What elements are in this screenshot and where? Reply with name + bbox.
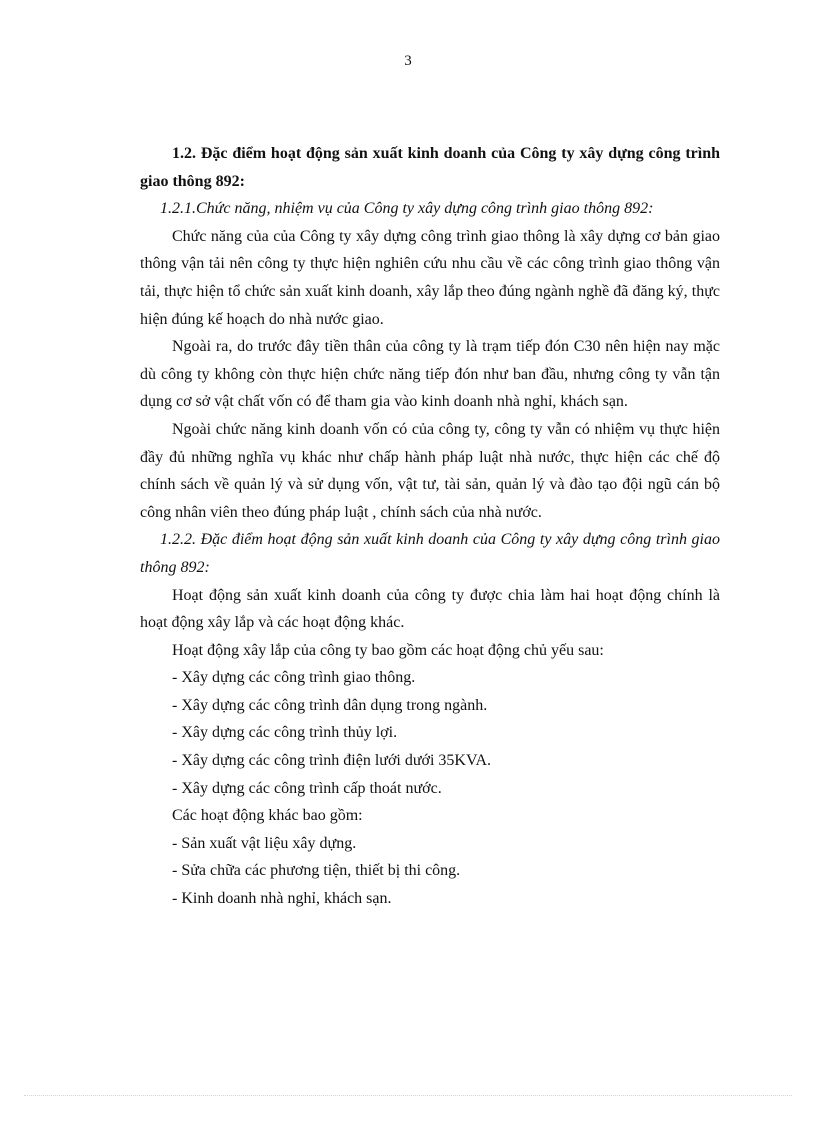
section-heading-1-2: 1.2. Đặc điểm hoạt động sản xuất kinh doanh của Công ty xây dựng công trình giao thông 892: [140, 145, 720, 190]
list-item: - Kinh doanh nhà nghỉ, khách sạn. [172, 890, 392, 908]
list-item: - Xây dựng các công trình thủy lợi. [172, 724, 398, 742]
list-item: - Xây dựng các công trình dân dụng trong ngành. [172, 696, 488, 714]
paragraph: Chức năng của của Công ty xây dựng công trình giao thông là xây dựng cơ bản giao thông vận tải nên công ty thực hiện nghiên cứu nhu cầu về các công trình giao thông vận tải, thực hiện tổ chức sản xuất kinh doanh, xây lắp theo đúng ngành nghề đã đăng ký, thực hiện đúng kế hoạch do nhà nước giao. [140, 227, 720, 328]
list-item: - Xây dựng các công trình cấp thoát nước. [172, 779, 442, 797]
list-item: - Sản xuất vật liệu xây dựng. [172, 834, 357, 852]
page-number: 3 [404, 53, 412, 69]
document-body [140, 140, 720, 913]
paragraph: Hoạt động sản xuất kinh doanh của công ty được chia làm hai hoạt động chính là hoạt động xây lắp và các hoạt động khác. [140, 586, 720, 632]
list-item: - Xây dựng các công trình giao thông. [172, 669, 416, 687]
page-bottom-divider [24, 1095, 792, 1096]
list-item: - Xây dựng các công trình điện lưới dưới 35KVA. [172, 752, 492, 770]
construction-list-intro: Hoạt động xây lắp của công ty bao gồm các hoạt động chủ yếu sau: [172, 641, 604, 659]
subsection-heading-1-2-2: 1.2.2. Đặc điểm hoạt động sản xuất kinh doanh của Công ty xây dựng công trình giao thông 892: [140, 531, 720, 576]
paragraph: Ngoài ra, do trước đây tiền thân của công ty là trạm tiếp đón C30 nên hiện nay mặc dù công ty không còn thực hiện chức năng tiếp đón như ban đầu, nhưng công ty vẫn tận dụng cơ sở vật chất vốn có để tham gia vào kinh doanh nhà nghỉ, khách sạn. [140, 338, 720, 411]
paragraph: Ngoài chức năng kinh doanh vốn có của công ty, công ty vẫn có nhiệm vụ thực hiện đầy đủ những nghĩa vụ khác như chấp hành pháp luật nhà nước, thực hiện các chế độ chính sách về quản lý và sử dụng vốn, vật tư, tài sản, quản lý và đào tạo đội ngũ cán bộ công nhân viên theo đúng pháp luật , chính sách của nhà nước. [140, 420, 720, 521]
list-item: - Sửa chữa các phương tiện, thiết bị thi công. [172, 862, 461, 880]
subsection-heading-1-2-1: 1.2.1.Chức năng, nhiệm vụ của Công ty xây dựng công trình giao thông 892: [160, 200, 654, 218]
other-list-intro: Các hoạt động khác bao gồm: [172, 807, 363, 825]
